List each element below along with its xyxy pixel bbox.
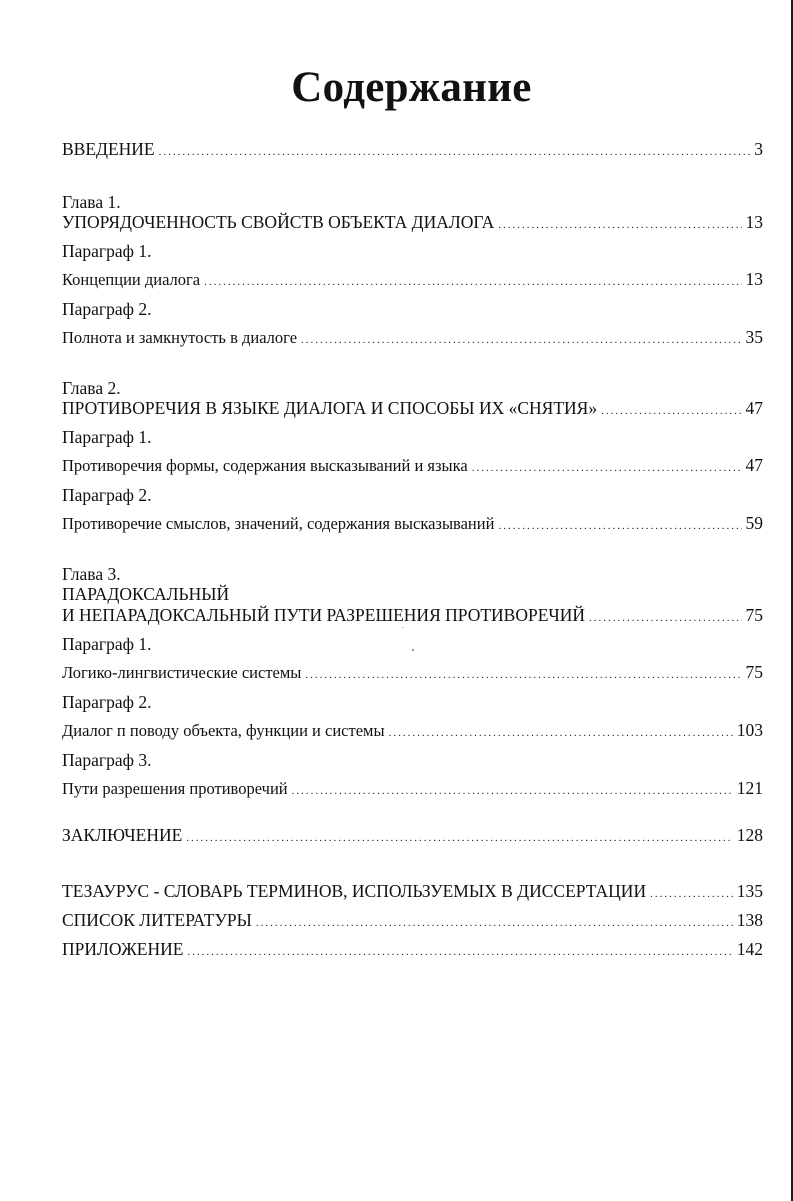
toc-entry-page: 103: [736, 720, 763, 740]
leader-dots: [650, 883, 733, 905]
leader-dots: [159, 141, 751, 163]
scan-speck: [402, 627, 403, 628]
toc-entry-label: ВВЕДЕНИЕ: [62, 139, 155, 159]
toc-entry-page: 3: [754, 139, 763, 159]
toc-entry-section[interactable]: [62, 454, 763, 479]
toc-entry-label: УПОРЯДОЧЕННОСТЬ СВОЙСТВ ОБЪЕКТА ДИАЛОГА: [62, 212, 495, 232]
leader-dots: [305, 664, 741, 686]
toc-entry-label: Противоречие смыслов, значений, содержания высказываний: [62, 514, 495, 533]
leader-dots: [498, 214, 741, 236]
paragraph-heading: Параграф 1.: [62, 241, 152, 261]
paragraph-heading: Параграф 1.: [62, 427, 152, 447]
leader-dots: [186, 827, 732, 849]
leader-dots: [301, 329, 741, 351]
toc-entry-label: ПРОТИВОРЕЧИЯ В ЯЗЫКЕ ДИАЛОГА И СПОСОБЫ ИХ «СНЯТИЯ»: [62, 398, 598, 418]
page-title: Содержание: [291, 64, 532, 111]
toc-entry-page: 59: [745, 513, 763, 533]
toc-entry-label: СПИСОК ЛИТЕРАТУРЫ: [62, 910, 252, 930]
toc-entry-appendix[interactable]: [62, 938, 763, 963]
toc-entry-page: 13: [745, 269, 763, 289]
paragraph-heading: Параграф 1.: [62, 634, 152, 654]
toc-entry-section[interactable]: [62, 512, 763, 537]
leader-dots: [498, 515, 741, 537]
toc-entry-page: 47: [745, 455, 763, 475]
leader-dots: [256, 912, 733, 934]
toc-entry-label: Противоречия формы, содержания высказываний и языка: [62, 456, 468, 475]
toc-entry-chapter-2[interactable]: [62, 397, 763, 422]
leader-dots: [601, 400, 741, 422]
toc-entry-label: Диалог п поводу объекта, функции и системы: [62, 721, 385, 740]
toc-entry-section[interactable]: [62, 326, 763, 351]
toc-entry-label: И НЕПАРАДОКСАЛЬНЫЙ ПУТИ РАЗРЕШЕНИЯ ПРОТИВОРЕЧИЙ: [62, 605, 586, 625]
paragraph-heading: Параграф 3.: [62, 750, 152, 770]
toc-entry-page: 138: [736, 910, 763, 930]
toc-entry-page: 135: [736, 881, 763, 901]
paragraph-heading: Параграф 2.: [62, 692, 152, 712]
toc-entry-conclusion[interactable]: [62, 824, 763, 849]
toc-entry-label: Концепции диалога: [62, 270, 201, 289]
toc-entry-page: 121: [736, 778, 763, 798]
toc-entry-section[interactable]: [62, 268, 763, 293]
toc-entry-section[interactable]: [62, 777, 763, 802]
toc-entry-page: 47: [745, 398, 763, 418]
toc-entry-page: 13: [745, 212, 763, 232]
toc-entry-label: Логико-лингвистические системы: [62, 663, 302, 682]
leader-dots: [187, 941, 732, 963]
chapter-heading: Глава 1.: [62, 192, 121, 212]
toc-entry-label: Пути разрешения противоречий: [62, 779, 288, 798]
leader-dots: [472, 457, 742, 479]
toc-entry-label: ПРИЛОЖЕНИЕ: [62, 939, 184, 959]
chapter-heading: Глава 3.: [62, 564, 121, 584]
scan-speck: [412, 649, 414, 651]
toc-entry-section[interactable]: [62, 661, 763, 686]
chapter-heading: Глава 2.: [62, 378, 121, 398]
toc-entry-page: 128: [736, 825, 763, 845]
toc-entry-page: 75: [745, 605, 763, 625]
toc-entry-bibliography[interactable]: [62, 909, 763, 934]
toc-entry-introduction[interactable]: [62, 138, 763, 163]
toc-entry-label: ТЕЗАУРУС - СЛОВАРЬ ТЕРМИНОВ, ИСПОЛЬЗУЕМЫХ В ДИССЕРТАЦИИ: [62, 881, 647, 901]
toc-entry-page: 75: [745, 662, 763, 682]
toc-entry-chapter-1[interactable]: [62, 211, 763, 236]
toc-entry-page: 35: [745, 327, 763, 347]
toc-entry-label: Полнота и замкнутость в диалоге: [62, 328, 298, 347]
toc-entry-label: ЗАКЛЮЧЕНИЕ: [62, 825, 183, 845]
toc-entry-chapter-3[interactable]: [62, 604, 763, 629]
toc-entry-thesaurus[interactable]: [62, 880, 763, 905]
leader-dots: [589, 607, 741, 629]
leader-dots: [389, 722, 733, 744]
leader-dots: [292, 780, 733, 802]
paragraph-heading: Параграф 2.: [62, 299, 152, 319]
toc-entry-page: 142: [736, 939, 763, 959]
toc-entry-section[interactable]: [62, 719, 763, 744]
paragraph-heading: Параграф 2.: [62, 485, 152, 505]
chapter-title-line: ПАРАДОКСАЛЬНЫЙ: [62, 584, 230, 604]
leader-dots: [204, 271, 741, 293]
